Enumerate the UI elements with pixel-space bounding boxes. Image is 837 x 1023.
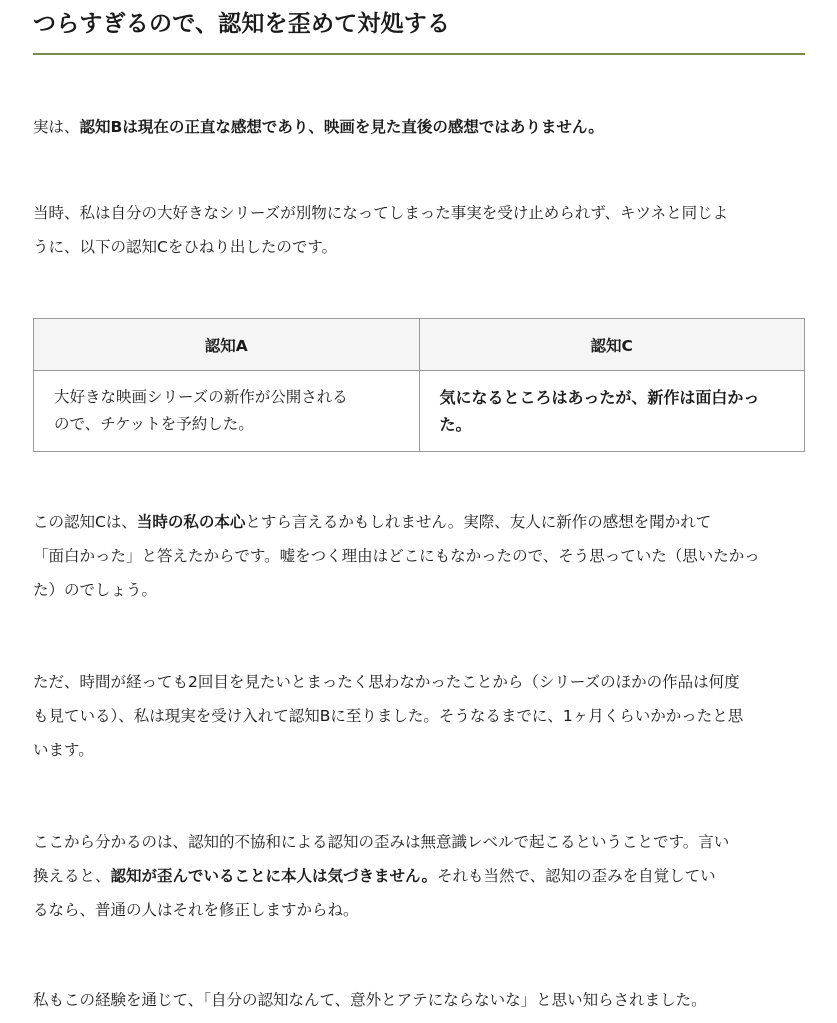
paragraph-4-line-2: も見ている）、私は現実を受け入れて認知Bに至りました。そうなるまでに、1ヶ月くらいかかったと思: [33, 707, 744, 725]
paragraph-4-line-3: います。: [33, 741, 94, 759]
paragraph-5-line-1: ここから分かるのは、認知的不協和による認知の歪みは無意識レベルで起こるということです。言い: [33, 833, 730, 851]
cognition-comparison-table: [33, 318, 805, 452]
table-cell-cognition-a: [34, 371, 420, 452]
paragraph-5-line-2-pre: 換えると、: [33, 867, 111, 885]
paragraph-2-line-1: 当時、私は自分の大好きなシリーズが別物になってしまった事実を受け止められず、キツネと同じよ: [33, 204, 729, 222]
paragraph-1-bold: 認知Bは現在の正直な感想であり、映画を見た直後の感想ではありません。: [79, 118, 604, 136]
table-cell-cognition-c: [419, 371, 805, 452]
cell-c-line-1: 気になるところはあったが、新作は面白かっ: [439, 388, 760, 407]
paragraph-1: [33, 110, 805, 144]
paragraph-1-text: 実は、: [33, 118, 80, 136]
paragraph-3: [33, 505, 805, 607]
paragraph-3-pre: この認知Cは、: [33, 513, 137, 531]
cell-a-line-1: 大好きな映画シリーズの新作が公開される: [54, 388, 348, 406]
cell-c-line-2: た。: [439, 415, 472, 434]
table-header-cognition-c: 認知C: [419, 319, 805, 371]
paragraph-4-line-1: ただ、時間が経っても2回目を見たいとまったく思わなかったことから（シリーズのほかの作品は何度: [33, 673, 740, 691]
paragraph-6: 私もこの経験を通じて、「自分の認知なんて、意外とアテにならないな」と思い知らされました。: [33, 991, 707, 1009]
paragraph-3-bold: 当時の私の本心: [136, 513, 246, 531]
paragraph-3-line-2: 「面白かった」と答えたからです。嘘をつく理由はどこにもなかったので、そう思っていた（思いたかっ: [33, 547, 760, 565]
paragraph-4: [33, 665, 805, 767]
table-header-row: [34, 319, 805, 371]
paragraph-2: [33, 196, 805, 264]
paragraph-5-bold: 認知が歪んでいることに本人は気づきません。: [110, 867, 437, 885]
paragraph-5-line-2-post: それも当然で、認知の歪みを自覚してい: [436, 867, 716, 885]
paragraph-3-post: とすら言えるかもしれません。実際、友人に新作の感想を聞かれて: [245, 513, 712, 531]
paragraph-3-line-3: た）のでしょう。: [33, 581, 158, 599]
section-heading: つらすぎるので、認知を歪めて対処する: [33, 8, 805, 55]
cell-a-line-2: ので、チケットを予約した。: [54, 415, 254, 433]
paragraph-2-line-2: うに、以下の認知Cをひねり出したのです。: [33, 238, 338, 256]
table-row: [34, 371, 805, 452]
paragraph-5: [33, 825, 805, 927]
table-header-cognition-a: 認知A: [34, 319, 420, 371]
paragraph-5-line-3: るなら、普通の人はそれを修正しますからね。: [33, 901, 359, 919]
